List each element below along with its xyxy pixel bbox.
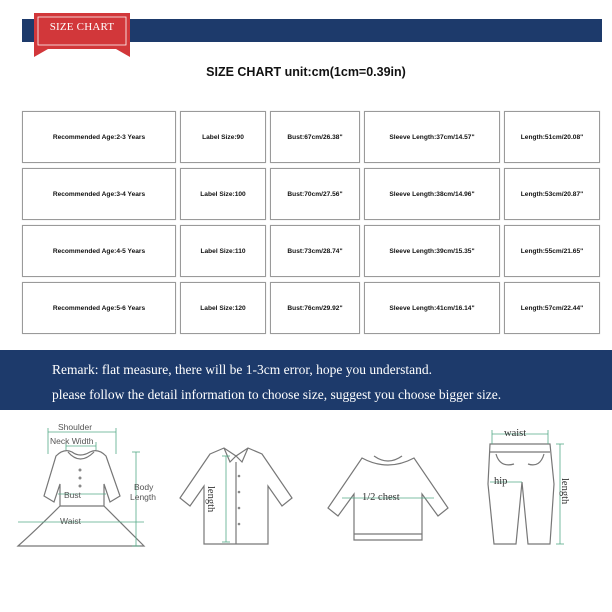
body-length-label-1: Body bbox=[134, 482, 154, 492]
shirt-illustration bbox=[170, 440, 300, 550]
bust-cell: Bust:76cm/29.92" bbox=[270, 282, 360, 334]
waist-label: Waist bbox=[60, 516, 81, 526]
age-cell: Recommended Age:2-3 Years bbox=[22, 111, 176, 163]
table-row bbox=[22, 111, 600, 163]
pants-measurement-diagram bbox=[478, 424, 588, 554]
label-size-cell: Label Size:100 bbox=[180, 168, 266, 220]
body-length-label-2: Length bbox=[130, 492, 156, 502]
bust-cell: Bust:70cm/27.56" bbox=[270, 168, 360, 220]
table-row bbox=[22, 225, 600, 277]
label-size-cell: Label Size:120 bbox=[180, 282, 266, 334]
label-size-cell: Label Size:90 bbox=[180, 111, 266, 163]
dress-measurement-diagram bbox=[8, 418, 168, 568]
age-cell: Recommended Age:4-5 Years bbox=[22, 225, 176, 277]
remark-line-2: please follow the detail information to choose size, suggest you choose bigger size. bbox=[52, 387, 502, 402]
length-cell: Length:57cm/22.44" bbox=[504, 282, 600, 334]
label-size-cell: Label Size:110 bbox=[180, 225, 266, 277]
sweater-measurement-diagram bbox=[318, 448, 458, 548]
length-cell: Length:55cm/21.65" bbox=[504, 225, 600, 277]
sleeve-length-cell: Sleeve Length:41cm/16.14" bbox=[364, 282, 500, 334]
shirt-measurement-diagram bbox=[170, 440, 300, 550]
pants-illustration bbox=[478, 424, 588, 554]
neck-width-label: Neck Width bbox=[50, 436, 94, 446]
half-chest-label: 1/2 chest bbox=[362, 492, 400, 503]
sleeve-length-cell: Sleeve Length:38cm/14.96" bbox=[364, 168, 500, 220]
table-row bbox=[22, 168, 600, 220]
bust-cell: Bust:73cm/28.74" bbox=[270, 225, 360, 277]
sleeve-length-cell: Sleeve Length:39cm/15.35" bbox=[364, 225, 500, 277]
size-chart-ribbon bbox=[34, 13, 130, 57]
shoulder-label: Shoulder bbox=[58, 422, 93, 432]
remark-line-1: Remark: flat measure, there will be 1-3cm error, hope you understand. bbox=[52, 362, 432, 377]
pants-hip-label: hip bbox=[494, 476, 508, 487]
pants-length-label: length bbox=[559, 478, 570, 505]
age-cell: Recommended Age:3-4 Years bbox=[22, 168, 176, 220]
bust-label: Bust bbox=[64, 490, 82, 500]
bust-cell: Bust:67cm/26.38" bbox=[270, 111, 360, 163]
table-row bbox=[22, 282, 600, 334]
size-chart-badge-label: SIZE CHART bbox=[49, 21, 115, 33]
sleeve-length-cell: Sleeve Length:37cm/14.57" bbox=[364, 111, 500, 163]
size-chart-title: SIZE CHART unit:cm(1cm=0.39in) bbox=[206, 65, 406, 79]
pants-waist-label: waist bbox=[504, 428, 527, 439]
size-table bbox=[18, 106, 593, 339]
age-cell: Recommended Age:5-6 Years bbox=[22, 282, 176, 334]
length-cell: Length:51cm/20.08" bbox=[504, 111, 600, 163]
length-cell: Length:53cm/20.87" bbox=[504, 168, 600, 220]
shirt-length-label: length bbox=[205, 486, 216, 513]
